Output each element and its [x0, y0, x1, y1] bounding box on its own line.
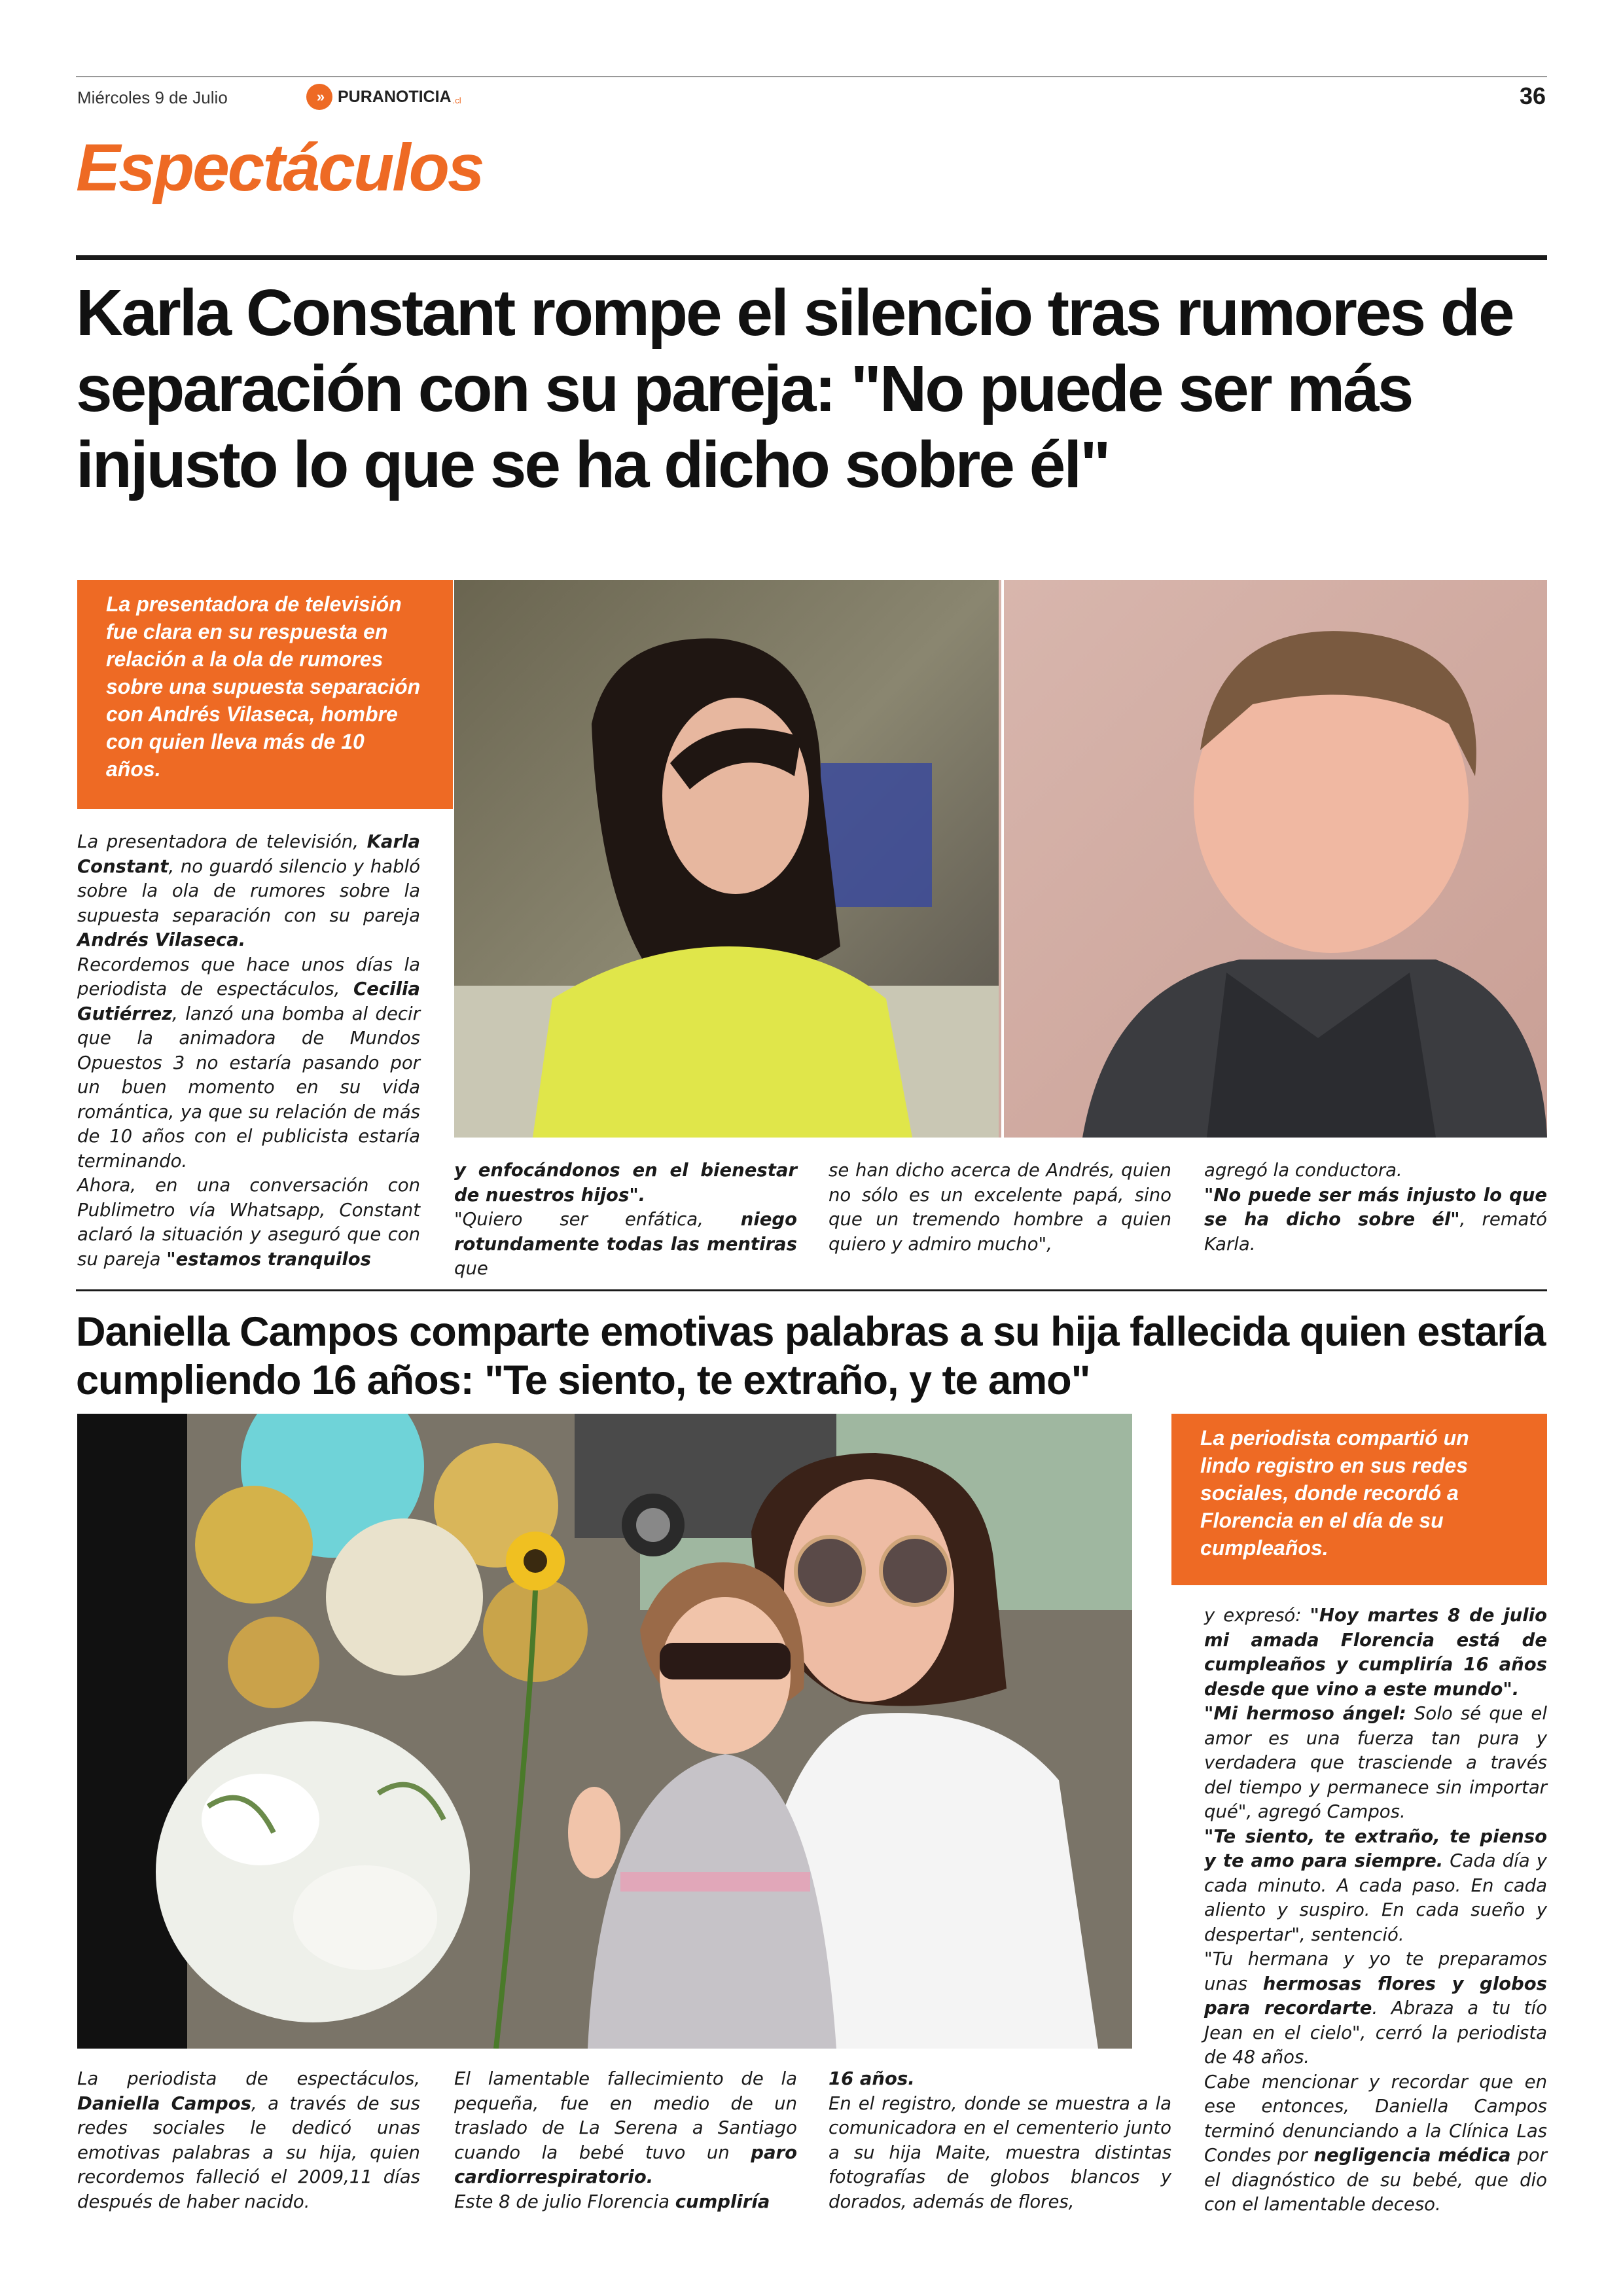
article2-col2-p2: Este 8 de julio Florencia cumpliría	[454, 2191, 770, 2212]
article2-col2	[454, 2067, 797, 2214]
article1-col2	[454, 1158, 797, 1282]
logo-suffix: .cl	[452, 95, 461, 105]
article1-col1	[77, 830, 420, 1272]
issue-date: Miércoles 9 de Julio	[77, 88, 228, 107]
article1-col1-p3: Ahora, en una conversación con Publimetro vía Whatsapp, Constant aclaró la situación y aseguró que con su pareja "estamos tranquilos	[77, 1175, 420, 1270]
page-number: 36	[1519, 82, 1546, 109]
article1-col4	[1204, 1158, 1547, 1257]
article2-col4-p4: "Tu hermana y yo te preparamos unas hermosas flores y globos para recordarte. Abraza a tu tío Jean en el cielo", cerró la periodista de 48 años.	[1204, 1948, 1548, 2068]
article2-col4-p1: y expresó: "Hoy martes 8 de julio mi amada Florencia está de cumpleaños y cumpliría 16 años desde que vino a este mundo".	[1204, 1605, 1547, 1700]
double-chevron-icon: »	[306, 84, 332, 110]
article1-photo	[454, 580, 1547, 1138]
section-rule	[76, 255, 1547, 260]
logo-name: PURANOTICIA	[338, 87, 452, 106]
article2-col4-p2: "Mi hermoso ángel: Solo sé que el amor es una fuerza tan pura y verdadera que trasciende a través del tiempo y permanece sin importar qué", agregó Campos.	[1204, 1703, 1547, 1822]
article2-col4-p5: Cabe mencionar y recordar que en ese entonces, Daniella Campos terminó denunciando a la Clínica Las Condes por negligencia médica por el diagnóstico de su bebé, que dio con el lamentable deceso.	[1204, 2071, 1547, 2215]
article1-col2-p1: y enfocándonos en el bienestar de nuestros hijos".	[454, 1160, 797, 1206]
article1-headline: Karla Constant rompe el silencio tras rumores de separación con su pareja: "No puede ser más injusto lo que se ha dicho sobre él"	[76, 276, 1513, 501]
article1-col4-p1: agregó la conductora.	[1204, 1160, 1402, 1181]
header-rule	[76, 76, 1547, 77]
article2-col3	[829, 2067, 1171, 2214]
article2-col1	[77, 2067, 420, 2214]
article2-col4-p3: "Te siento, te extraño, te pienso y te amo para siempre. Cada día y cada minuto. A cada paso. En cada aliento y suspiro. En cada sueño y despertar", sentenció.	[1204, 1825, 1547, 1945]
article2-col3-p2: En el registro, donde se muestra a la comunicadora en el cementerio junto a su hija Maite, muestra distintas fotografías de globos blancos y dorados, además de flores,	[829, 2092, 1171, 2212]
article2-col3-p1: 16 años.	[829, 2068, 915, 2089]
article1-col3	[829, 1158, 1171, 1257]
article2-callout: La periodista compartió un lindo registro en sus redes sociales, donde recordó a Florencia en el día de su cumpleaños.	[1171, 1414, 1547, 1585]
article-divider	[76, 1289, 1547, 1291]
article1-col3-p1: se han dicho acerca de Andrés, quien no sólo es un excelente papá, sino que un tremendo hombre a quien quiero y admiro mucho",	[829, 1160, 1171, 1255]
section-title: Espectáculos	[76, 130, 483, 205]
article1-col1-p1: La presentadora de televisión, Karla Constant, no guardó silencio y habló sobre la ola de rumores sobre la supuesta separación con su pareja Andrés Vilaseca.	[77, 831, 420, 950]
article1-col4-p2: "No puede ser más injusto lo que se ha dicho sobre él", remató Karla.	[1204, 1184, 1547, 1255]
publication-logo[interactable]	[306, 84, 461, 110]
article2-col1-p1: La periodista de espectáculos, Daniella Campos, a través de sus redes sociales le dedicó unas emotivas palabras a su hija, quien recordemos falleció el 2009,11 días después de haber nacido.	[77, 2068, 420, 2212]
article2-col4	[1204, 1604, 1547, 2217]
article2-col2-p1: El lamentable fallecimiento de la pequeña, fue en medio de un traslado de La Serena a Santiago cuando la bebé tuvo un paro cardiorrespiratorio.	[454, 2068, 797, 2187]
article2-photo-illustration	[77, 1414, 1132, 2049]
article1-col1-p2: Recordemos que hace unos días la periodista de espectáculos, Cecilia Gutiérrez, lanzó una bomba al decir que la animadora de Mundos Opuestos 3 no estaría pasando por un buen momento en su vida romántica, ya que su relación de más de 10 años con el publicista estaría terminando.	[77, 954, 420, 1172]
article2-photo	[77, 1414, 1132, 2049]
article1-photo-illustration	[454, 580, 1547, 1138]
article1-callout: La presentadora de televisión fue clara en su respuesta en relación a la ola de rumores sobre una supuesta separación con Andrés Vilaseca, hombre con quien lleva más de 10 años.	[77, 580, 453, 809]
article1-col2-p2: "Quiero ser enfática, niego rotundamente todas las mentiras que	[454, 1209, 797, 1279]
article2-headline: Daniella Campos comparte emotivas palabras a su hija fallecida quien estaría cumpliendo 16 años: "Te siento, te extraño, y te amo"	[76, 1309, 1546, 1403]
